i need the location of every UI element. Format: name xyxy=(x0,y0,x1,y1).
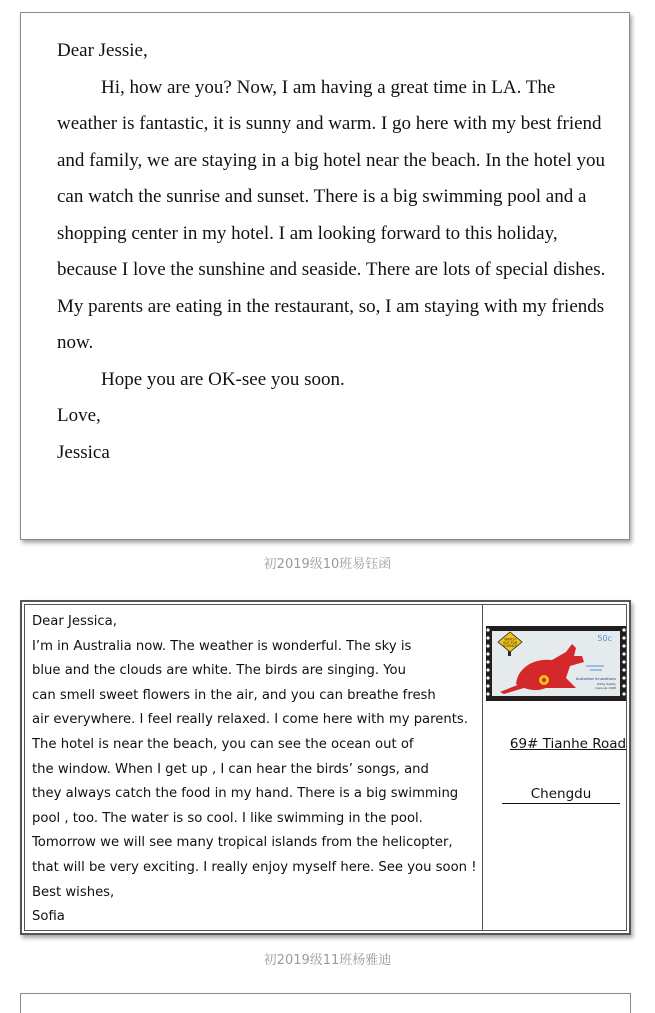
letter-2-line: Dear Jessica, xyxy=(32,614,117,629)
stamp-sign-text: OUT FOR xyxy=(502,640,518,645)
letter-card-3-partial xyxy=(20,993,631,1013)
stamp-value: 50c xyxy=(597,634,612,643)
letter-2-line: The hotel is near the beach, you can see the ocean out of xyxy=(32,736,414,752)
stamp-image xyxy=(486,626,626,701)
letter-1-closing: Love, xyxy=(57,405,101,426)
caption-1: 初2019级10班易钰函 xyxy=(263,557,392,572)
letter-2-line: can smell sweet flowers in the air, and you can breathe fresh xyxy=(32,687,436,703)
caption-2: 初2019级11班杨雅迪 xyxy=(263,953,392,968)
stamp-caption: Ribby Safety xyxy=(596,682,616,686)
letter-2-line: the window. When I get up , I can hear the birds’ songs, and xyxy=(32,761,429,777)
letter-1-text xyxy=(57,33,612,471)
letter-2-line: Best wishes, xyxy=(32,884,115,900)
stamp-caption: Capsule 1968 xyxy=(595,686,616,690)
stamp-caption: Australian Innovations xyxy=(575,677,616,681)
letter-2-line: blue and the clouds are white. The birds are singing. You xyxy=(32,663,406,679)
letter-2-line: that will be very exciting. I really enjoy myself here. See you soon ! xyxy=(32,859,477,875)
letter-2-text xyxy=(32,610,478,930)
address-line-1: 69# Tianhe Road xyxy=(509,736,627,752)
stamp-sign-text: SCIENCE xyxy=(503,644,517,649)
postcard-2-inner-border xyxy=(24,604,627,931)
postcard-2 xyxy=(20,600,631,935)
letter-2-line: I’m in Australia now. The weather is wonderful. The sky is xyxy=(32,638,412,654)
letter-2-line: they always catch the food in my hand. There is a big swimming xyxy=(32,786,459,802)
letter-1-body: Hi, how are you? Now, I am having a great time in LA. The weather is fantastic, it is sunny and warm. I go here with my best friend and family, we are staying in a big hotel near the beach. In the hotel you can watch the sunrise and sunset. There is a big swimming pool and a shopping center in my hotel. I am looking forward to this holiday, because I love the sunshine and seaside. There are lots of special dishes. My parents are eating in the restaurant, so, I am staying with my friends now. xyxy=(57,76,606,353)
letter-card-1 xyxy=(20,12,630,540)
letter-2-line: pool , too. The water is so cool. I like swimming in the pool. xyxy=(32,810,423,826)
letter-1-greeting: Dear Jessie, xyxy=(57,40,148,61)
letter-1-signature: Jessica xyxy=(57,441,110,463)
stamp-sign-text: WATCH xyxy=(504,637,516,642)
letter-2-line: air everywhere. I feel really relaxed. I come here with my parents. xyxy=(32,712,468,728)
letter-1-closing-line: Hope you are OK-see you soon. xyxy=(101,368,345,390)
postcard-divider xyxy=(482,605,483,930)
letter-2-line: Sofia xyxy=(32,909,65,925)
letter-2-line: Tomorrow we will see many tropical islands from the helicopter, xyxy=(32,835,453,851)
address-line-2: Chengdu xyxy=(502,786,620,804)
